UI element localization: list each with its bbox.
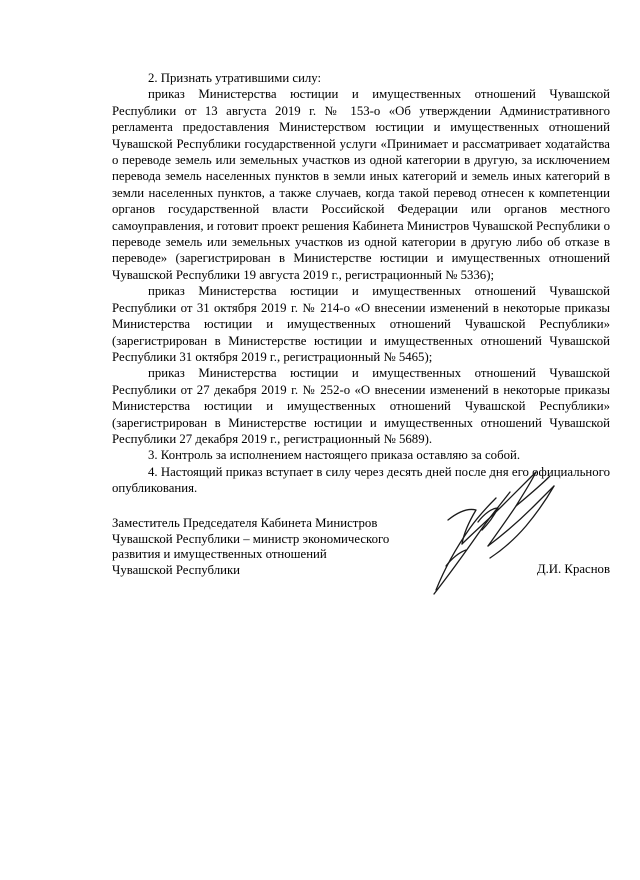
signer-position [112, 516, 422, 578]
signer-name: Д.И. Краснов [536, 562, 610, 576]
signer-position-line: Чувашской Республики – министр экономического [112, 531, 390, 546]
document-body [112, 70, 610, 497]
signer-position-line: Заместитель Председателя Кабинета Министров [112, 516, 378, 530]
paragraph-order-252: приказ Министерства юстиции и имущественных отношений Чувашской Республики от 27 декабря 2019 г. № 252-о «О внесении изменений в некоторые приказы Министерства юстиции и имущественных отношений Чувашской Республики» (зарегистрирован в Министерстве юстиции и имущественных отношений Чувашской Республики 27 декабря 2019 г., регистрационный № 5689). [112, 366, 610, 446]
signature-block [112, 516, 610, 606]
paragraph-item-2-heading: 2. Признать утратившими силу: [148, 71, 322, 85]
paragraph-order-153: приказ Министерства юстиции и имущественных отношений Чувашской Республики от 13 августа 2019 г. № 153-о «Об утверждении Административного регламента предоставления Министерством юстиции и имущественных отношений Чувашской Республики государственной услуги «Принимает и рассматривает ходатайства о переводе земель или земельных участков из одной категории в другую, за исключением перевода земель населенных пунктов в земли иных категорий и земель иных категорий в земли населенных пунктов, а также случаев, когда такой перевод отнесен к компетенции органов государственной власти Российской Федерации или органов местного самоуправления, и готовит проект решения Кабинета Министров Чувашской Республики о переводе земель или земельных участков из одной категории в другую либо об отказе в переводе» (зарегистрирован в Министерстве юстиции и имущественных отношений Чувашской Республики 19 августа 2019 г., регистрационный № 5336); [112, 87, 610, 282]
signer-position-line: Чувашской Республики [112, 562, 241, 577]
paragraph-item-4: 4. Настоящий приказ вступает в силу через десять дней после дня его официального опубликования. [112, 464, 610, 496]
paragraph-order-214: приказ Министерства юстиции и имущественных отношений Чувашской Республики от 31 октября 2019 г. № 214-о «О внесении изменений в некоторые приказы Министерства юстиции и имущественных отношений Чувашской Республики» (зарегистрирован в Министерстве юстиции и имущественных отношений Чувашской Республики 31 октября 2019 г., регистрационный № 5465); [112, 284, 610, 364]
signer-position-line: развития и имущественных отношений [112, 547, 327, 562]
paragraph-item-3: 3. Контроль за исполнением настоящего приказа оставляю за собой. [148, 448, 521, 463]
